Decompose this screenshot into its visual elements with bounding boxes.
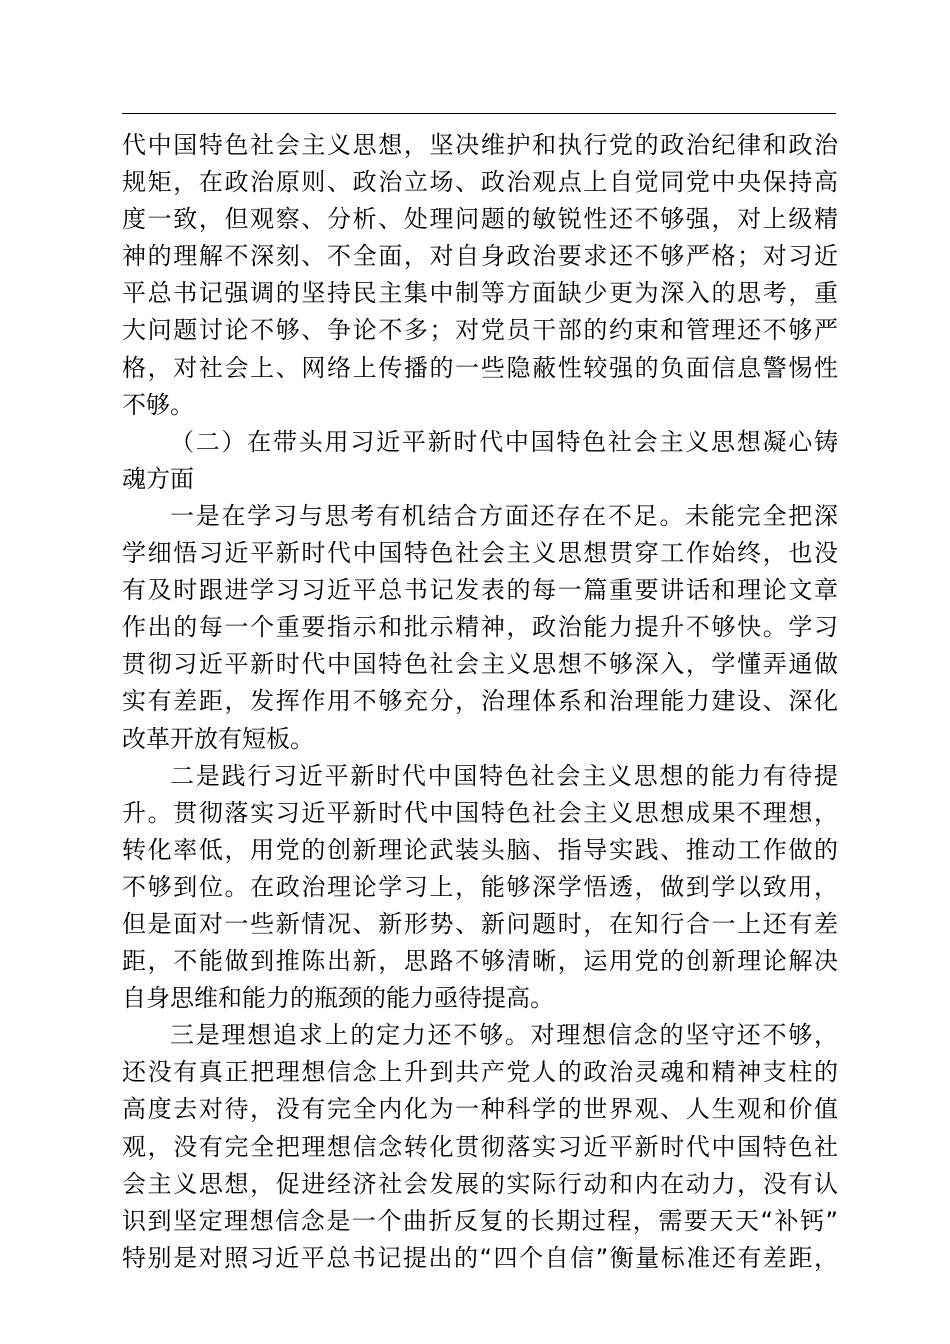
- text-line: 高度去对待，没有完全内化为一种科学的世界观、人生观和价值: [122, 1095, 838, 1124]
- text-line: 特别是对照习近平总书记提出的“四个自信”衡量标准还有差距，: [122, 1243, 838, 1272]
- text-line: 观，没有完全把理想信念转化贯彻落实习近平新时代中国特色社: [122, 1132, 838, 1161]
- header-rule: [122, 113, 836, 114]
- text-line: 大问题讨论不够、争论不多；对党员干部的约束和管理还不够严: [122, 316, 838, 345]
- text-line: 但是面对一些新情况、新形势、新问题时，在知行合一上还有差: [122, 909, 838, 938]
- text-line: 还没有真正把理想信念上升到共产党人的政治灵魂和精神支柱的: [122, 1058, 838, 1087]
- text-line: 贯彻习近平新时代中国特色社会主义思想不够深入，学懂弄通做: [122, 650, 838, 679]
- text-line: 改革开放有短板。: [122, 724, 314, 753]
- text-line: 一是在学习与思考有机结合方面还存在不足。未能完全把深: [170, 501, 838, 530]
- text-line: 不够。: [122, 390, 194, 419]
- text-line: 转化率低，用党的创新理论武装头脑、指导实践、推动工作做的: [122, 835, 838, 864]
- text-line: 神的理解不深刻、不全面，对自身政治要求还不够严格；对习近: [122, 242, 838, 271]
- text-line: 距，不能做到推陈出新，思路不够清晰，运用党的创新理论解决: [122, 947, 838, 976]
- text-line: 学细悟习近平新时代中国特色社会主义思想贯穿工作始终，也没: [122, 539, 838, 568]
- text-line: 不够到位。在政治理论学习上，能够深学悟透，做到学以致用，: [122, 872, 838, 901]
- section-heading: （二）在带头用习近平新时代中国特色社会主义思想凝心铸: [170, 427, 838, 456]
- body-text: [122, 127, 838, 1277]
- text-line: 度一致，但观察、分析、处理问题的敏锐性还不够强，对上级精: [122, 205, 838, 234]
- section-heading: 魂方面: [122, 464, 194, 493]
- text-line: 作出的每一个重要指示和批示精神，政治能力提升不够快。学习: [122, 613, 838, 642]
- text-line: 会主义思想，促进经济社会发展的实际行动和内在动力，没有认: [122, 1169, 838, 1198]
- text-line: 有及时跟进学习习近平总书记发表的每一篇重要讲话和理论文章: [122, 576, 838, 605]
- text-line: 识到坚定理想信念是一个曲折反复的长期过程，需要天天“补钙”: [122, 1206, 838, 1235]
- text-line: 自身思维和能力的瓶颈的能力亟待提高。: [122, 984, 554, 1013]
- text-line: 规矩，在政治原则、政治立场、政治观点上自觉同党中央保持高: [122, 168, 838, 197]
- text-line: 代中国特色社会主义思想，坚决维护和执行党的政治纪律和政治: [122, 131, 838, 159]
- text-line: 升。贯彻落实习近平新时代中国特色社会主义思想成果不理想，: [122, 798, 838, 827]
- text-line: 格，对社会上、网络上传播的一些隐蔽性较强的负面信息警惕性: [122, 353, 838, 382]
- text-line: 实有差距，发挥作用不够充分，治理体系和治理能力建设、深化: [122, 687, 838, 716]
- text-line: 二是践行习近平新时代中国特色社会主义思想的能力有待提: [170, 761, 838, 790]
- text-line: 平总书记强调的坚持民主集中制等方面缺少更为深入的思考，重: [122, 279, 838, 308]
- text-line: 三是理想追求上的定力还不够。对理想信念的坚守还不够，: [170, 1021, 838, 1050]
